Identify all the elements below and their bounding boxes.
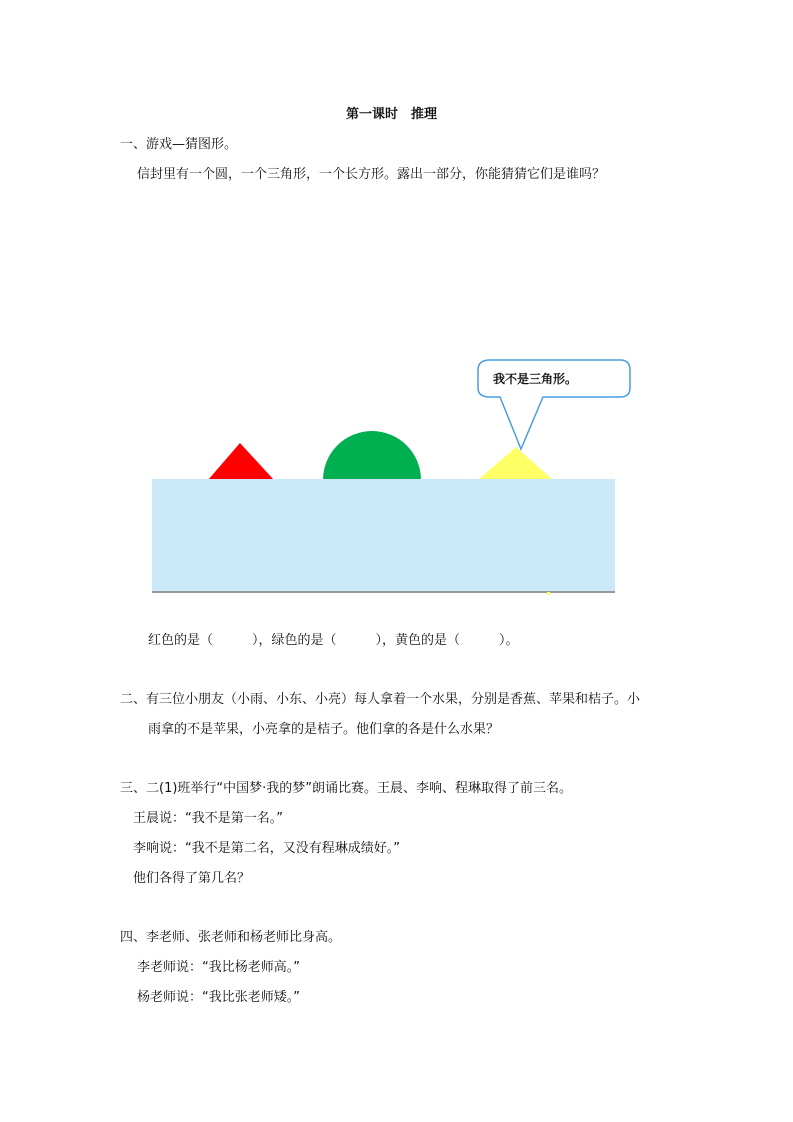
section3-quote2: 李响说：“我不是第二名，又没有程琳成绩好。” bbox=[133, 841, 400, 856]
section1-prompt: 信封里有一个圆，一个三角形，一个长方形。露出一部分，你能猜猜它们是谁吗？ bbox=[137, 167, 606, 182]
section2-line1: 二、有三位小朋友（小雨、小东、小亮）每人拿着一个水果，分别是香蕉、苹果和桔子。小 bbox=[120, 692, 641, 707]
envelope bbox=[152, 479, 615, 592]
section2-line2: 雨拿的不是苹果，小亮拿的是桔子。他们拿的各是什么水果？ bbox=[148, 722, 500, 737]
envelope-shapes-figure bbox=[148, 355, 638, 600]
section1-answer-line: 红色的是（ ），绿色的是（ ），黄色的是（ ）。 bbox=[148, 633, 519, 648]
yellow-peek bbox=[547, 592, 550, 595]
page-title: 第一课时 推理 bbox=[346, 107, 438, 122]
red-triangle bbox=[208, 443, 274, 480]
section4-quote1: 李老师说：“我比杨老师高。” bbox=[137, 960, 300, 975]
section3-heading: 三、二(1)班举行“中国梦·我的梦”朗诵比赛。王晨、李响、程琳取得了前三名。 bbox=[120, 781, 573, 796]
green-circle bbox=[323, 431, 421, 480]
speech-bubble-text: 我不是三角形。 bbox=[493, 372, 578, 386]
section1-heading: 一、游戏—猜图形。 bbox=[120, 137, 238, 152]
section3-quote1: 王晨说：“我不是第一名。” bbox=[133, 811, 283, 826]
section3-question: 他们各得了第几名？ bbox=[133, 871, 251, 886]
section4-quote2: 杨老师说：“我比张老师矮。” bbox=[137, 990, 300, 1005]
yellow-triangle bbox=[478, 447, 553, 480]
section4-heading: 四、李老师、张老师和杨老师比身高。 bbox=[120, 930, 342, 945]
